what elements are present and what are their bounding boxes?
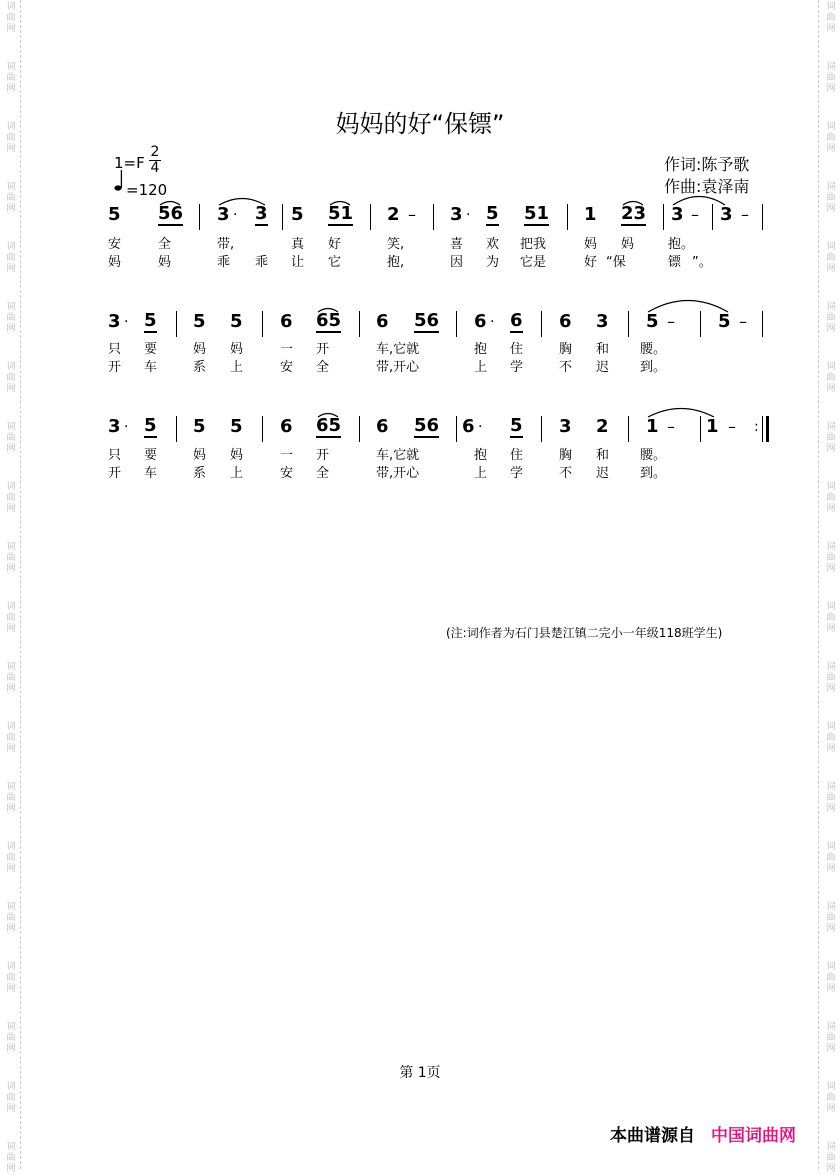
barline — [663, 204, 664, 230]
extension-dash: – — [408, 205, 416, 224]
source-brand-link[interactable]: 中国词曲网 — [711, 1126, 796, 1146]
score-line-1 — [0, 204, 840, 234]
watermark-text: 词 曲 网 — [826, 542, 836, 574]
watermark-text: 词 曲 网 — [826, 782, 836, 814]
slur-mark — [158, 198, 182, 206]
lyric-syllable: 要 — [144, 448, 158, 463]
augmentation-dot: · — [233, 207, 238, 223]
note: 5 — [193, 416, 206, 437]
lyric-syllable: 胸 — [559, 342, 573, 357]
note-eighth-pair: 65 — [316, 415, 342, 436]
lyric-syllable: 抱。 — [668, 237, 695, 252]
watermark-text: 词 曲 网 — [6, 902, 16, 934]
lyric-syllable: 为 — [486, 255, 500, 270]
time-signature-top: 2 — [150, 144, 160, 160]
lyric-syllable: 安 — [280, 360, 294, 375]
note-eighth: 6 — [510, 310, 523, 331]
watermark-text: 词 曲 网 — [826, 962, 836, 994]
note: 1 — [646, 416, 659, 437]
lyric-syllable: 胸 — [559, 448, 573, 463]
lyric-syllable: 上 — [474, 360, 488, 375]
note: 3 — [559, 416, 572, 437]
lyric-syllable: 抱, — [387, 255, 405, 270]
watermark-text: 词 曲 网 — [6, 242, 16, 274]
note-eighth: 5 — [144, 415, 157, 436]
slur-mark — [621, 198, 645, 206]
note: 2 — [387, 204, 400, 225]
lyric-syllable: 妈 — [230, 448, 244, 463]
barline — [282, 204, 283, 230]
watermark-text: 词 曲 网 — [6, 362, 16, 394]
note: 3 — [671, 204, 684, 225]
composer-credit: 作曲:袁泽南 — [664, 177, 750, 196]
barline — [712, 204, 713, 230]
lyric-syllable: 乖 — [255, 255, 269, 270]
watermark-text: 词 曲 网 — [826, 302, 836, 334]
extension-dash: – — [728, 417, 736, 436]
note: 5 — [291, 204, 304, 225]
lyric-syllable: 全 — [158, 237, 172, 252]
watermark-text: 词 曲 网 — [826, 722, 836, 754]
lyric-syllable: 妈 — [193, 448, 207, 463]
watermark-text: 词 曲 网 — [6, 182, 16, 214]
watermark-text: 词 曲 网 — [826, 1082, 836, 1114]
watermark-text: 词 曲 网 — [6, 542, 16, 574]
note-eighth-pair: 56 — [414, 415, 440, 436]
watermark-text: 词 曲 网 — [826, 2, 836, 34]
lyric-syllable: 学 — [510, 466, 524, 481]
lyric-syllable: 抱 — [474, 342, 488, 357]
note-eighth-pair: 56 — [414, 310, 440, 331]
barline — [541, 416, 542, 442]
note-eighth: 3 — [255, 203, 268, 224]
barline — [176, 416, 177, 442]
note: 3 — [108, 311, 121, 332]
barline — [762, 311, 763, 337]
watermark-text: 词 曲 网 — [6, 482, 16, 514]
lyric-syllable: 因 — [450, 255, 464, 270]
note-eighth-pair: 23 — [621, 203, 647, 224]
lyric-syllable: 笑, — [387, 237, 405, 252]
barline — [628, 311, 629, 337]
final-barline-thick — [766, 416, 769, 442]
tempo-marking: =120 — [126, 181, 168, 199]
right-margin-line — [818, 0, 819, 1169]
note: 3 — [720, 204, 733, 225]
source-credit — [610, 1121, 796, 1146]
lyric-syllable: 系 — [193, 360, 207, 375]
lyric-syllable: 住 — [510, 448, 524, 463]
lyric-syllable: 让 — [291, 255, 305, 270]
augmentation-dot: · — [124, 419, 129, 435]
barline — [359, 311, 360, 337]
note: 6 — [280, 311, 293, 332]
note: 6 — [559, 311, 572, 332]
lyricist-credit: 作词:陈予歌 — [664, 155, 750, 174]
note: 5 — [108, 204, 121, 225]
watermark-text: 词 曲 网 — [6, 302, 16, 334]
lyric-syllable: 一 — [280, 448, 294, 463]
lyric-syllable: 车 — [144, 360, 158, 375]
lyric-syllable: 只 — [108, 342, 122, 357]
score-line-3 — [0, 416, 840, 446]
extension-dash: – — [667, 417, 675, 436]
barline — [762, 204, 763, 230]
extension-dash: – — [741, 205, 749, 224]
lyric-syllable: 迟 — [596, 360, 610, 375]
lyric-syllable: 开 — [108, 360, 122, 375]
lyric-syllable: 开 — [316, 448, 330, 463]
barline — [199, 204, 200, 230]
lyric-syllable: 好 — [584, 255, 598, 270]
note: 5 — [230, 416, 243, 437]
augmentation-dot: · — [490, 314, 495, 330]
barline — [567, 204, 568, 230]
lyric-syllable: 和 — [596, 342, 610, 357]
note-eighth: 5 — [144, 310, 157, 331]
note-eighth-pair: 51 — [328, 203, 354, 224]
watermark-text: 词 曲 网 — [6, 62, 16, 94]
note: 5 — [193, 311, 206, 332]
lyric-syllable: 带,开心 — [376, 360, 420, 375]
barline — [456, 416, 457, 442]
lyric-syllable: 系 — [193, 466, 207, 481]
note: 3 — [217, 204, 230, 225]
barline — [541, 311, 542, 337]
watermark-text: 词 曲 网 — [6, 722, 16, 754]
barline — [262, 416, 263, 442]
lyric-syllable: “保 — [606, 255, 626, 270]
lyric-syllable: 上 — [230, 466, 244, 481]
lyric-syllable: 妈 — [230, 342, 244, 357]
lyric-syllable: 全 — [316, 466, 330, 481]
lyric-syllable: 带,开心 — [376, 466, 420, 481]
lyric-syllable: 上 — [474, 466, 488, 481]
repeat-dots: : — [754, 419, 759, 435]
lyric-syllable: 全 — [316, 360, 330, 375]
lyric-syllable: 把我 — [520, 237, 547, 252]
slur-mark — [328, 198, 352, 206]
lyric-syllable: 安 — [108, 237, 122, 252]
barline — [700, 311, 701, 337]
tie-mark — [646, 404, 716, 418]
lyric-syllable: 开 — [108, 466, 122, 481]
note: 6 — [376, 416, 389, 437]
watermark-text: 词 曲 网 — [6, 2, 16, 34]
watermark-text: 词 曲 网 — [826, 482, 836, 514]
tie-mark — [671, 192, 727, 206]
watermark-text: 词 曲 网 — [826, 62, 836, 94]
lyric-syllable: 腰。 — [640, 342, 667, 357]
lyric-syllable: 车,它就 — [376, 342, 420, 357]
lyric-syllable: 安 — [280, 466, 294, 481]
song-title: 妈妈的好“保镖” — [335, 110, 505, 138]
lyric-syllable: 抱 — [474, 448, 488, 463]
watermark-text: 词 曲 网 — [6, 782, 16, 814]
left-margin-line — [20, 0, 21, 1169]
note: 5 — [646, 311, 659, 332]
watermark-text: 词 曲 网 — [826, 422, 836, 454]
augmentation-dot: · — [466, 207, 471, 223]
quarter-note-icon — [114, 168, 124, 192]
time-signature — [148, 145, 162, 176]
barline — [359, 416, 360, 442]
lyric-syllable: 妈 — [621, 237, 635, 252]
watermark-text: 词 曲 网 — [826, 1142, 836, 1174]
barline — [262, 311, 263, 337]
augmentation-dot: · — [124, 314, 129, 330]
barline — [370, 204, 371, 230]
watermark-text: 词 曲 网 — [826, 902, 836, 934]
lyric-syllable: 好 — [328, 237, 342, 252]
note: 5 — [718, 311, 731, 332]
lyric-syllable: 镖 — [668, 255, 682, 270]
note: 6 — [462, 416, 475, 437]
watermark-text: 词 曲 网 — [826, 842, 836, 874]
watermark-text: 词 曲 网 — [6, 1082, 16, 1114]
note: 1 — [584, 204, 597, 225]
note-eighth: 5 — [486, 203, 499, 224]
watermark-text: 词 曲 网 — [6, 422, 16, 454]
lyric-syllable: 住 — [510, 342, 524, 357]
barline — [700, 416, 701, 442]
extension-dash: – — [667, 312, 675, 331]
watermark-text: 词 曲 网 — [826, 362, 836, 394]
watermark-text: 词 曲 网 — [6, 842, 16, 874]
watermark-text: 词 曲 网 — [826, 662, 836, 694]
watermark-text: 词 曲 网 — [826, 182, 836, 214]
lyric-syllable: 妈 — [108, 255, 122, 270]
watermark-text: 词 曲 网 — [6, 962, 16, 994]
source-prefix: 本曲谱源自 — [610, 1126, 695, 1146]
lyric-syllable: 和 — [596, 448, 610, 463]
lyric-syllable: 只 — [108, 448, 122, 463]
key-signature: 1=F — [114, 154, 145, 172]
lyric-syllable: 要 — [144, 342, 158, 357]
lyric-syllable: 不 — [559, 360, 573, 375]
lyric-syllable: 车 — [144, 466, 158, 481]
augmentation-dot: · — [478, 419, 483, 435]
note: 6 — [280, 416, 293, 437]
time-signature-bottom: 4 — [150, 160, 160, 176]
lyric-syllable: 腰。 — [640, 448, 667, 463]
lyric-syllable: 车,它就 — [376, 448, 420, 463]
tie-mark — [646, 295, 730, 313]
watermark-text: 词 曲 网 — [826, 1022, 836, 1054]
note: 3 — [450, 204, 463, 225]
page-number: 第 1页 — [399, 1065, 441, 1081]
note-eighth-pair: 65 — [316, 310, 342, 331]
lyric-syllable: 它是 — [520, 255, 547, 270]
note: 5 — [230, 311, 243, 332]
lyric-syllable: 喜 — [450, 237, 464, 252]
note-eighth-pair: 51 — [524, 203, 550, 224]
watermark-text: 词 曲 网 — [6, 602, 16, 634]
watermark-text: 词 曲 网 — [6, 1022, 16, 1054]
note: 3 — [108, 416, 121, 437]
lyric-syllable: 乖 — [217, 255, 231, 270]
note-eighth: 5 — [510, 415, 523, 436]
extension-dash: – — [739, 312, 747, 331]
slur-mark — [316, 305, 340, 313]
lyric-syllable: 迟 — [596, 466, 610, 481]
lyric-syllable: 欢 — [486, 237, 500, 252]
slur-mark — [217, 194, 267, 206]
lyric-syllable: 开 — [316, 342, 330, 357]
lyric-syllable: 不 — [559, 466, 573, 481]
slur-mark — [316, 410, 340, 418]
watermark-text: 词 曲 网 — [826, 122, 836, 154]
author-note: (注:词作者为石门县楚江镇二完小一年级118班学生) — [446, 626, 723, 640]
note: 3 — [596, 311, 609, 332]
lyric-syllable: 真 — [291, 237, 305, 252]
lyric-syllable: ”。 — [692, 255, 712, 270]
barline — [456, 311, 457, 337]
note: 6 — [376, 311, 389, 332]
lyric-syllable: 它 — [328, 255, 342, 270]
lyric-syllable: 学 — [510, 360, 524, 375]
barline — [433, 204, 434, 230]
extension-dash: – — [691, 205, 699, 224]
lyric-syllable: 上 — [230, 360, 244, 375]
score-line-2 — [0, 311, 840, 341]
lyric-syllable: 到。 — [640, 360, 667, 375]
watermark-text: 词 曲 网 — [826, 602, 836, 634]
lyric-syllable: 妈 — [158, 255, 172, 270]
barline — [628, 416, 629, 442]
lyric-syllable: 到。 — [640, 466, 667, 481]
barline — [176, 311, 177, 337]
note-eighth-pair: 56 — [158, 203, 184, 224]
watermark-text: 词 曲 网 — [6, 1142, 16, 1174]
lyric-syllable: 妈 — [584, 237, 598, 252]
note: 2 — [596, 416, 609, 437]
note: 1 — [706, 416, 719, 437]
final-barline-thin — [762, 416, 763, 442]
watermark-text: 词 曲 网 — [826, 242, 836, 274]
watermark-text: 词 曲 网 — [6, 662, 16, 694]
note: 6 — [474, 311, 487, 332]
lyric-syllable: 妈 — [193, 342, 207, 357]
lyric-syllable: 一 — [280, 342, 294, 357]
watermark-text: 词 曲 网 — [6, 122, 16, 154]
lyric-syllable: 带, — [217, 237, 235, 252]
